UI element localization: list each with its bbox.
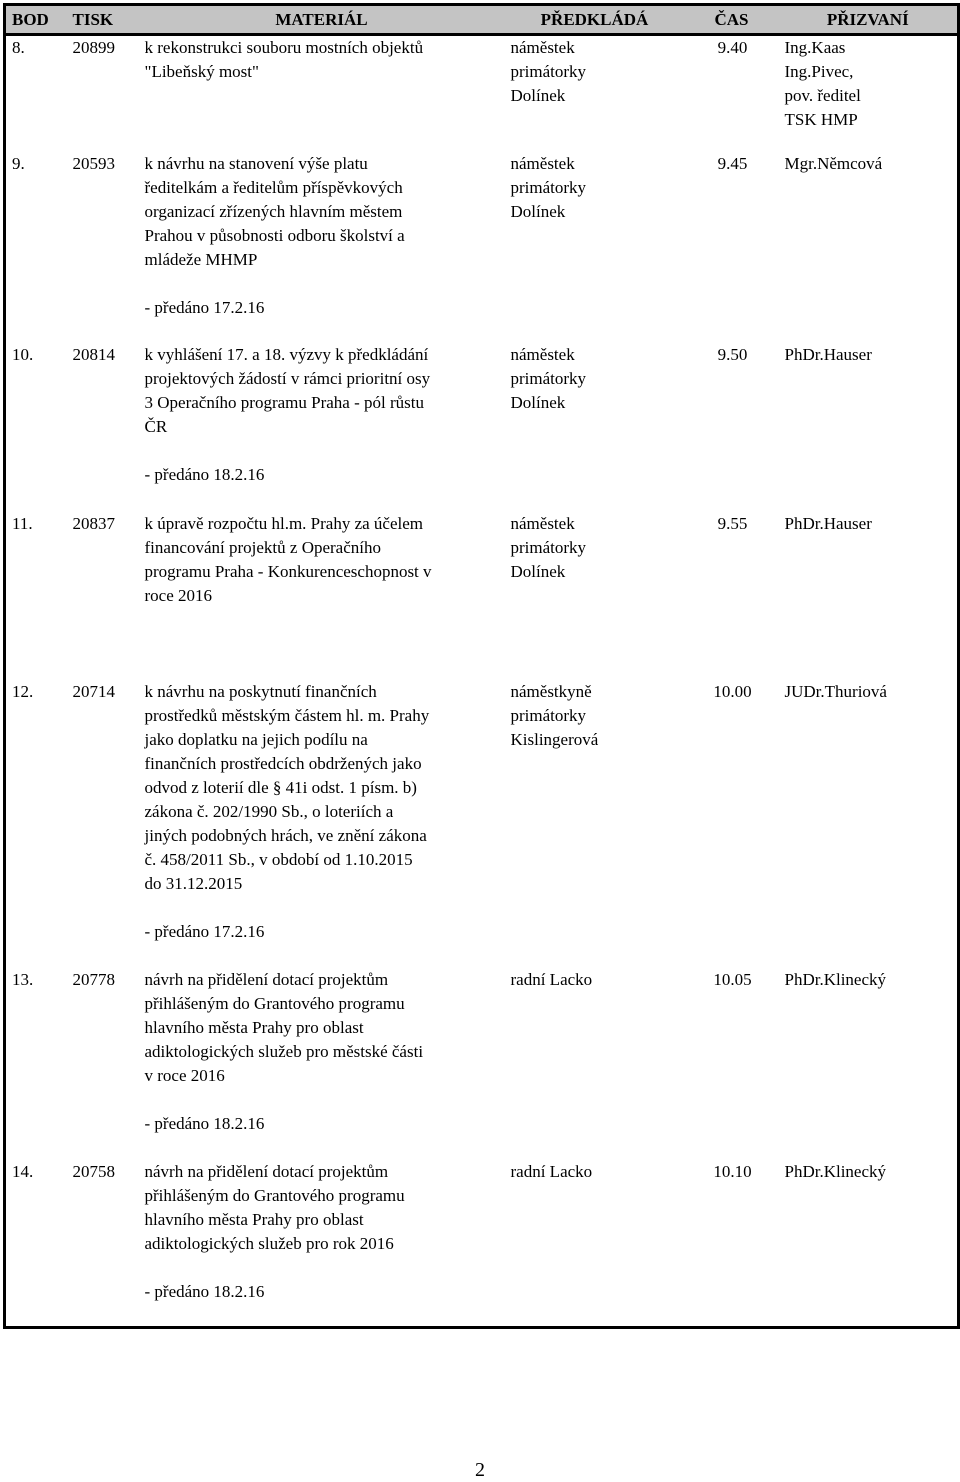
- prizvani-cell: [779, 968, 959, 1160]
- header-bod: BOD: [5, 5, 67, 35]
- predano-note: - předáno 18.2.16: [144, 465, 265, 485]
- table-row: [5, 152, 959, 343]
- material-line: financování projektů z Operačního: [144, 538, 381, 558]
- cas-cell: 10.00: [713, 681, 752, 701]
- material-cell: [139, 152, 505, 343]
- prizvani-line: PhDr.Hauser: [784, 514, 872, 534]
- predklada-cell: [505, 35, 685, 153]
- material-line: roce 2016: [144, 586, 213, 606]
- tisk-cell: 20814: [72, 345, 115, 365]
- predklada-cell: [505, 968, 685, 1160]
- tisk-cell: 20714: [72, 681, 115, 701]
- predklada-line: náměstkyně: [510, 681, 592, 701]
- predklada-line: radní Lacko: [510, 969, 593, 989]
- prizvani-line: pov. ředitel: [784, 86, 861, 105]
- table-row: [5, 968, 959, 1160]
- material-line: návrh na přidělení dotací projektům: [144, 969, 389, 989]
- predklada-cell: [505, 343, 685, 512]
- prizvani-cell: [779, 512, 959, 680]
- prizvani-cell: [779, 680, 959, 968]
- header-tisk: TISK: [67, 5, 139, 35]
- prizvani-line: PhDr.Hauser: [784, 345, 872, 365]
- material-cell: [139, 1160, 505, 1328]
- table-row: [5, 35, 959, 153]
- predklada-line: primátorky: [510, 705, 587, 725]
- bod-cell: 8.: [12, 38, 25, 57]
- material-line: č. 458/2011 Sb., v období od 1.10.2015: [144, 849, 413, 869]
- material-line: ředitelkám a ředitelům příspěvkových: [144, 178, 403, 198]
- predklada-line: Kislingerová: [510, 729, 599, 749]
- prizvani-line: Ing.Pivec,: [784, 62, 854, 81]
- material-line: projektových žádostí v rámci prioritní osy: [144, 369, 431, 389]
- header-cas: ČAS: [685, 5, 779, 35]
- cas-cell: 9.45: [717, 154, 748, 174]
- bod-cell: 10.: [12, 345, 34, 365]
- material-cell: [139, 512, 505, 680]
- predklada-line: náměstek: [510, 514, 575, 534]
- material-line: 3 Operačního programu Praha - pól růstu: [144, 393, 424, 413]
- predano-note: - předáno 18.2.16: [144, 1113, 265, 1133]
- material-line: přihlášeným do Grantového programu: [144, 993, 405, 1013]
- tisk-cell: 20593: [72, 154, 115, 174]
- material-line: prostředků městským částem hl. m. Prahy: [144, 705, 430, 725]
- material-line: k úpravě rozpočtu hl.m. Prahy za účelem: [144, 514, 424, 534]
- page-number: 2: [475, 1459, 485, 1481]
- header-row: [5, 5, 959, 35]
- predklada-line: primátorky: [510, 538, 587, 558]
- material-line: mládeže MHMP: [144, 250, 258, 270]
- prizvani-line: TSK HMP: [784, 110, 858, 129]
- prizvani-line: Mgr.Němcová: [784, 154, 883, 174]
- material-line: hlavního města Prahy pro oblast: [144, 1209, 364, 1229]
- predklada-line: Dolínek: [510, 86, 566, 105]
- cas-cell: 9.50: [717, 345, 748, 365]
- predano-note: - předáno 18.2.16: [144, 1281, 265, 1301]
- tisk-cell: 20837: [72, 514, 115, 534]
- predano-note: - předáno 17.2.16: [144, 921, 265, 941]
- material-line: do 31.12.2015: [144, 873, 243, 893]
- header-predklada: PŘEDKLÁDÁ: [505, 5, 685, 35]
- material-cell: [139, 35, 505, 153]
- predklada-cell: [505, 680, 685, 968]
- material-line: v roce 2016: [144, 1065, 225, 1085]
- bod-cell: 14.: [12, 1161, 34, 1181]
- predklada-line: náměstek: [510, 154, 575, 174]
- material-line: Prahou v působnosti odboru školství a: [144, 226, 405, 246]
- predklada-line: primátorky: [510, 369, 587, 389]
- table-row: [5, 512, 959, 680]
- predklada-line: Dolínek: [510, 202, 566, 222]
- cas-cell: 9.55: [717, 514, 748, 534]
- material-line: programu Praha - Konkurenceschopnost v: [144, 562, 432, 582]
- material-line: jiných podobných hrách, ve znění zákona: [144, 825, 427, 845]
- material-line: finančních prostředcích obdržených jako: [144, 753, 422, 773]
- predklada-cell: [505, 152, 685, 343]
- prizvani-cell: [779, 35, 959, 153]
- material-line: adiktologických služeb pro městské části: [144, 1041, 424, 1061]
- material-line: návrh na přidělení dotací projektům: [144, 1161, 389, 1181]
- bod-cell: 9.: [12, 154, 25, 174]
- predklada-line: radní Lacko: [510, 1161, 593, 1181]
- prizvani-line: JUDr.Thuriová: [784, 681, 887, 701]
- predklada-line: Dolínek: [510, 562, 566, 582]
- material-line: k rekonstrukci souboru mostních objektů: [144, 38, 424, 57]
- cas-cell: 10.10: [713, 1161, 752, 1181]
- predklada-cell: [505, 512, 685, 680]
- material-line: přihlášeným do Grantového programu: [144, 1185, 405, 1205]
- prizvani-line: PhDr.Klinecký: [784, 969, 887, 989]
- tisk-cell: 20778: [72, 969, 115, 989]
- prizvani-line: Ing.Kaas: [784, 38, 846, 57]
- prizvani-line: PhDr.Klinecký: [784, 1161, 887, 1181]
- header-prizvani: PŘIZVANÍ: [779, 5, 959, 35]
- predklada-line: primátorky: [510, 178, 587, 198]
- predklada-line: náměstek: [510, 38, 575, 57]
- material-line: k návrhu na poskytnutí finančních: [144, 681, 377, 701]
- material-cell: [139, 968, 505, 1160]
- bod-cell: 12.: [12, 681, 34, 701]
- material-line: k vyhlášení 17. a 18. výzvy k předkládání: [144, 345, 429, 365]
- agenda-table: [3, 3, 960, 1329]
- cas-cell: 9.40: [717, 38, 748, 57]
- predano-note: - předáno 17.2.16: [144, 298, 265, 318]
- table-row: [5, 680, 959, 968]
- predklada-line: náměstek: [510, 345, 575, 365]
- material-line: ČR: [144, 417, 168, 437]
- predklada-line: primátorky: [510, 62, 587, 81]
- cas-cell: 10.05: [713, 969, 752, 989]
- material-cell: [139, 343, 505, 512]
- prizvani-cell: [779, 343, 959, 512]
- material-line: hlavního města Prahy pro oblast: [144, 1017, 364, 1037]
- table-row: [5, 1160, 959, 1328]
- material-line: adiktologických služeb pro rok 2016: [144, 1233, 394, 1253]
- material-line: "Libeňský most": [144, 62, 259, 81]
- prizvani-cell: [779, 1160, 959, 1328]
- bod-cell: 13.: [12, 969, 34, 989]
- prizvani-cell: [779, 152, 959, 343]
- predklada-cell: [505, 1160, 685, 1328]
- predklada-line: Dolínek: [510, 393, 566, 413]
- material-line: zákona č. 202/1990 Sb., o loteriích a: [144, 801, 394, 821]
- header-material: MATERIÁL: [139, 5, 505, 35]
- material-line: jako doplatku na jejich podílu na: [144, 729, 368, 749]
- material-cell: [139, 680, 505, 968]
- material-line: k návrhu na stanovení výše platu: [144, 154, 368, 174]
- tisk-cell: 20758: [72, 1161, 115, 1181]
- table-row: [5, 343, 959, 512]
- bod-cell: 11.: [12, 514, 33, 534]
- material-line: odvod z loterií dle § 41i odst. 1 písm. b): [144, 777, 417, 797]
- material-line: organizací zřízených hlavním městem: [144, 202, 403, 222]
- tisk-cell: 20899: [72, 38, 115, 57]
